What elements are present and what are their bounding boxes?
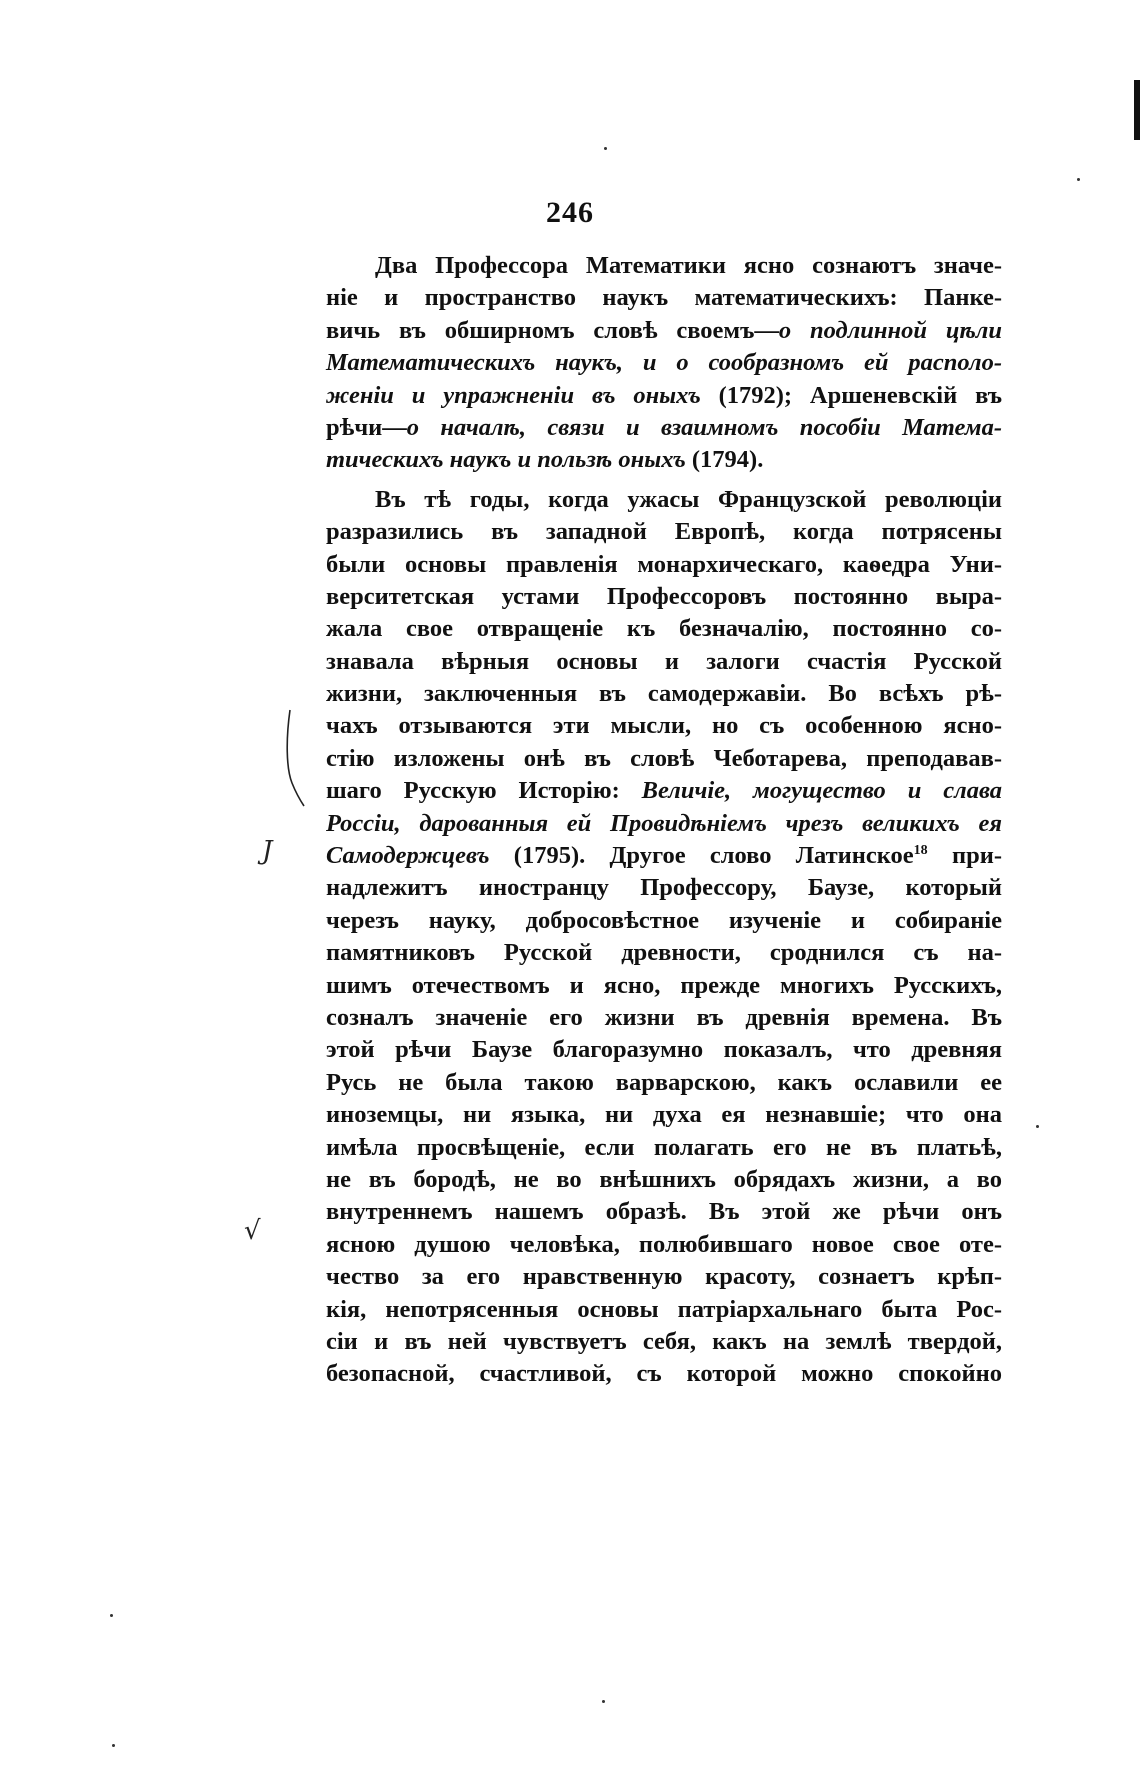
text-run: (1795). Другое слово Латинское	[489, 842, 914, 870]
text-run: кія, непотрясенныя основы патріархальнаго быта Рос-	[326, 1295, 1002, 1323]
scan-speck	[604, 147, 607, 150]
text-run: (1794).	[685, 446, 764, 474]
text-run: о началѣ, связи и взаимномъ пособіи Матема-	[406, 413, 1002, 441]
text-run: ніе и пространство наукъ математическихъ: Панке-	[326, 284, 1002, 312]
text-run: верситетская устами Профессоровъ постоянно выра-	[326, 582, 1002, 610]
text-line	[326, 872, 1002, 904]
text-line	[326, 840, 1002, 872]
page-number: 246	[546, 196, 594, 229]
text-line	[326, 347, 1002, 379]
scan-speck	[1036, 1125, 1039, 1128]
scan-edge-shadow	[1134, 80, 1140, 140]
text-run: Два Профессора Математики ясно сознаютъ значе-	[326, 252, 1002, 279]
text-run: не въ бородѣ, не во внѣшнихъ обрядахъ жизни, а во	[326, 1165, 1002, 1193]
body-text	[326, 250, 1002, 1391]
text-run: шимъ отечествомъ и ясно, прежде многихъ Русскихъ,	[326, 971, 1002, 999]
text-run: Россіи, дарованныя ей Провидѣніемъ чрезъ великихъ ея	[326, 809, 1002, 837]
text-run: знавала вѣрныя основы и залоги счастія Русской	[326, 647, 1002, 675]
text-run: Величіе, могущество и слава	[641, 777, 1002, 805]
text-run: жизни, заключенныя въ самодержавіи. Во всѣхъ рѣ-	[326, 680, 1002, 708]
text-line	[326, 581, 1002, 613]
text-run: рѣчи—	[326, 413, 407, 441]
text-line	[326, 1294, 1002, 1326]
text-run: черезъ науку, добросовѣстное изученіе и собираніе	[326, 906, 1002, 934]
text-line	[326, 282, 1002, 314]
text-line	[326, 1261, 1002, 1293]
text-line	[326, 1034, 1002, 1066]
text-line	[326, 1002, 1002, 1034]
margin-check-mark: √	[244, 1216, 261, 1246]
text-line	[326, 516, 1002, 548]
text-run: ясною душою человѣка, полюбившаго новое свое оте-	[326, 1230, 1002, 1258]
text-run: Математическихъ наукъ, и о сообразномъ ей располо-	[326, 349, 1002, 377]
text-line	[326, 808, 1002, 840]
text-line	[326, 1164, 1002, 1196]
text-run: о подлинной цѣли	[778, 316, 1002, 344]
footnote-ref: 18	[913, 842, 928, 858]
text-line	[326, 937, 1002, 969]
text-line	[326, 1358, 1002, 1390]
scan-speck	[1077, 178, 1080, 181]
text-run: сіи и въ ней чувствуетъ себя, какъ на землѣ твердой,	[326, 1327, 1002, 1355]
text-run: тическихъ наукъ и пользѣ оныхъ	[326, 446, 686, 474]
text-line	[326, 775, 1002, 807]
text-run: были основы правленія монархическаго, каѳедра Уни-	[326, 550, 1002, 578]
text-run: созналъ значеніе его жизни въ древнія времена. Въ	[326, 1003, 1002, 1031]
text-line	[326, 1099, 1002, 1131]
text-line	[326, 1326, 1002, 1358]
text-run: Самодержцевъ	[326, 842, 490, 870]
text-run: этой рѣчи Баузе благоразумно показалъ, что древняя	[326, 1036, 1002, 1064]
text-line	[326, 905, 1002, 937]
text-line	[326, 970, 1002, 1002]
text-run: разразились въ западной Европѣ, когда потрясены	[326, 518, 1002, 546]
text-line	[326, 646, 1002, 678]
text-run: жала свое отвращеніе къ безначалію, постоянно со-	[326, 615, 1002, 643]
text-line	[326, 250, 1002, 282]
text-run: памятниковъ Русской древности, сроднился съ на-	[326, 939, 1002, 967]
text-run: внутреннемъ нашемъ образѣ. Въ этой же рѣчи онъ	[326, 1198, 1002, 1226]
text-line	[326, 743, 1002, 775]
text-line	[326, 710, 1002, 742]
text-line	[326, 1229, 1002, 1261]
text-line	[326, 613, 1002, 645]
text-run: стію изложены онѣ въ словѣ Чеботарева, преподавав-	[326, 744, 1002, 772]
text-line	[326, 1067, 1002, 1099]
text-run: шаго Русскую Исторію:	[326, 777, 642, 805]
text-line	[326, 380, 1002, 412]
text-run: иноземцы, ни языка, ни духа ея незнавшіе; что она	[326, 1101, 1002, 1129]
paragraph-gap	[326, 477, 1002, 484]
text-run: имѣла просвѣщеніе, если полагать его не въ платьѣ,	[326, 1133, 1002, 1161]
text-run: при-	[927, 842, 1002, 870]
text-run: надлежитъ иностранцу Профессору, Баузе, который	[326, 874, 1002, 902]
text-run: Въ тѣ годы, когда ужасы Французской революціи	[326, 485, 1002, 513]
text-line	[326, 1196, 1002, 1228]
scan-speck	[110, 1614, 113, 1617]
text-line	[326, 484, 1002, 516]
text-line	[326, 444, 1002, 476]
text-line	[326, 678, 1002, 710]
paragraph	[326, 484, 1002, 1391]
text-run: безопасной, счастливой, съ которой можно спокойно	[326, 1360, 1002, 1388]
margin-note-mark: J	[262, 836, 273, 866]
margin-bracket-mark	[284, 708, 308, 808]
text-line	[326, 412, 1002, 444]
text-run: чество за его нравственную красоту, сознаетъ крѣп-	[326, 1263, 1002, 1291]
text-line	[326, 1132, 1002, 1164]
scan-speck	[602, 1700, 605, 1703]
text-line	[326, 549, 1002, 581]
text-line	[326, 315, 1002, 347]
text-run: (1792); Аршеневскій въ	[700, 381, 1002, 409]
paragraph	[326, 250, 1002, 477]
text-run: вичь въ обширномъ словѣ своемъ—	[326, 316, 779, 344]
text-run: чахъ отзываются эти мысли, но съ особенною ясно-	[326, 712, 1002, 740]
scan-speck	[112, 1744, 115, 1747]
text-run: женіи и упражненіи въ оныхъ	[326, 381, 701, 409]
text-run: Русь не была такою варварскою, какъ ославили ее	[326, 1068, 1002, 1096]
